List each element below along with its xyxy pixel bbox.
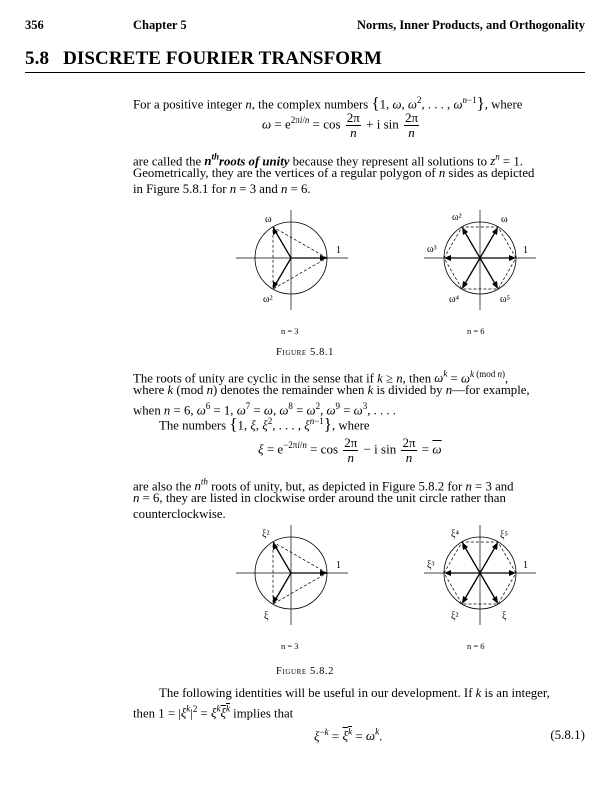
section-number: 5.8 xyxy=(25,48,50,69)
also-line-3 xyxy=(133,506,226,522)
also-line-1: are also the $n^{th}$ roots of unity, but, as depicted in Figure 5.8.2 for n = 3 and xyxy=(133,477,514,494)
numbers-text-a: The numbers xyxy=(159,418,230,433)
fig1-left-arrow-omega xyxy=(274,229,291,258)
chapter-label: Chapter 5 xyxy=(133,18,187,32)
cyclic-line-2: where k (mod n) denotes the remainder when k is divided by n—for example, xyxy=(133,383,530,397)
also-text-b: roots of unity, but, as depicted in Figure 5.8.2 for xyxy=(207,479,466,494)
fig1-left-label-1: 1 xyxy=(336,245,341,256)
identities-text-b: is an integer, xyxy=(481,686,550,700)
cyclic-text-d: denotes the remainder when xyxy=(217,383,368,397)
roots-text-e: sides as depicted xyxy=(445,166,535,180)
section-title: DISCRETE FOURIER TRANSFORM xyxy=(63,48,383,69)
omega-definition: $\omega = e^{2\pi i/n} = \cos$ $\frac{2\pi}{n}$ + i sin $\frac{2\pi}{n}$ xyxy=(262,110,419,140)
identities-line-1: The following identities will be useful in our development. If k is an integer, xyxy=(159,686,550,700)
roots-line-2: Geometrically, they are the vertices of a regular polygon of n sides as depicted xyxy=(133,166,535,180)
roots-text-d: Geometrically, they are the vertices of a regular polygon of xyxy=(133,166,439,180)
fig1-right-label-1: 1 xyxy=(523,245,528,256)
fig2-right-n-label: n = 6 xyxy=(467,641,485,651)
fig2-right-diagram xyxy=(424,525,536,625)
fig1-left-diagram xyxy=(236,210,348,310)
also-text-a: are also the xyxy=(133,479,195,494)
roots-text-a: are called the xyxy=(133,154,205,169)
identities-line-2: then $1 = |\xi^k|^2 = \xi^k\xi^k$ implies that xyxy=(133,704,294,721)
roots-text-c: because they represent all solutions to xyxy=(289,154,491,169)
fig1-right-n-label: n = 6 xyxy=(467,326,485,336)
also-text-e: counterclockwise. xyxy=(133,507,226,521)
identities-text-d: implies that xyxy=(229,706,294,721)
fig1-left-arrow-omega2 xyxy=(274,258,291,287)
also-line-2: n = 6, they are listed in clockwise order around the unit circle rather than xyxy=(133,491,506,505)
fig2-left-label-xi: ξ xyxy=(264,611,269,622)
fig2-right-label-xi2: ξ² xyxy=(451,611,459,622)
fig1-right-label-omega3: ω³ xyxy=(427,244,437,255)
intro-line: For a positive integer n, the complex numbers {1, ω, $\omega^2$, . . . , $\omega^{n-1}$}, where xyxy=(133,93,523,113)
fig1-right-label-omega2: ω² xyxy=(452,212,462,223)
also-text-c: and xyxy=(491,479,514,494)
fig1-right-label-omega4: ω⁴ xyxy=(449,294,460,305)
identities-text-a: The following identities will be useful in our development. If xyxy=(159,686,476,700)
roots-line-1: are called the $n^{th}roots$ of unity because they represent all solutions to $z^n = 1$. xyxy=(133,152,523,169)
intro-text-b: , the complex numbers xyxy=(251,97,372,112)
fig2-right-label-xi4: ξ⁴ xyxy=(451,529,459,540)
figure-5-8-2-caption: Figure 5.8.2 xyxy=(275,666,335,677)
fig2-right-label-xi5: ξ⁵ xyxy=(500,530,508,541)
fig1-left-n-label: n = 3 xyxy=(281,326,299,336)
fig2-left-label-1: 1 xyxy=(336,560,341,571)
page-number: 356 xyxy=(25,18,44,32)
fig1-right-label-omega5: ω⁵ xyxy=(500,294,511,305)
section-heading xyxy=(25,48,382,70)
cyclic-text-e: is divided by xyxy=(373,383,446,397)
fig1-left-label-omega: ω xyxy=(265,214,272,225)
equation-number: (5.8.1) xyxy=(550,727,585,742)
cyclic-text-f: —for example, xyxy=(452,383,530,397)
fig2-right-label-xi3: ξ³ xyxy=(427,560,435,571)
roots-line-3: in Figure 5.8.1 for n = 3 and n = 6. xyxy=(133,182,311,196)
xi-definition: $\xi = e^{-2\pi i/n} = \cos$ $\frac{2\pi}{n}$ − i sin $\frac{2\pi}{n}$ = $\overline{\omega}$ xyxy=(258,435,442,465)
running-header xyxy=(25,18,585,36)
fig2-left-n-label: n = 3 xyxy=(281,641,299,651)
identities-text-c: then xyxy=(133,706,159,721)
intro-text-a: For a positive integer xyxy=(133,97,246,112)
cyclic-line-3: when n = 6, $\omega^6 = 1$, $\omega^7 = \omega$, $\omega^8 = \omega^2$, $\omega^9 = \omega^3$, . . . . xyxy=(133,401,396,418)
cyclic-text-c: where xyxy=(133,383,168,397)
cyclic-text-g: when xyxy=(133,403,164,418)
fig2-right-label-xi: ξ xyxy=(502,611,507,622)
fig1-right-label-omega: ω xyxy=(501,214,508,225)
figure-5-8-1 xyxy=(0,200,610,360)
cyclic-text-a: The roots of unity are cyclic in the sense that if xyxy=(133,371,378,386)
figure-5-8-1-caption: Figure 5.8.1 xyxy=(275,347,335,358)
intro-text-c: , where xyxy=(484,97,523,112)
equation-5-8-1: $\xi^{-k} = \xi^k = \omega^k$. xyxy=(314,727,383,744)
running-title: Norms, Inner Products, and Orthogonality xyxy=(356,18,585,32)
heading-rule xyxy=(25,72,585,73)
also-text-d: , they are listed in clockwise order around the unit circle rather than xyxy=(159,491,506,505)
roots-text-f: in Figure 5.8.1 for xyxy=(133,182,230,196)
cyclic-line-1: The roots of unity are cyclic in the sense that if k ≥ n, then $\omega^k = \omega^{k (mod n)}$, xyxy=(133,369,509,386)
roots-text-g: and xyxy=(256,182,281,196)
fig2-left-label-xi2: ξ² xyxy=(262,529,270,540)
numbers-line: The numbers {1, ξ, $\xi^2$, . . . , $\xi^{n-1}$}, where xyxy=(159,414,370,434)
cyclic-text-b: , then xyxy=(402,371,435,386)
fig1-right-diagram xyxy=(424,210,536,310)
numbers-text-b: , where xyxy=(331,418,370,433)
fig2-right-label-1: 1 xyxy=(523,560,528,571)
roots-of-unity-term: roots of unity xyxy=(219,154,290,169)
fig2-left-diagram xyxy=(236,525,348,625)
figure-5-8-2 xyxy=(0,521,610,661)
fig1-left-label-omega2: ω² xyxy=(263,294,273,305)
